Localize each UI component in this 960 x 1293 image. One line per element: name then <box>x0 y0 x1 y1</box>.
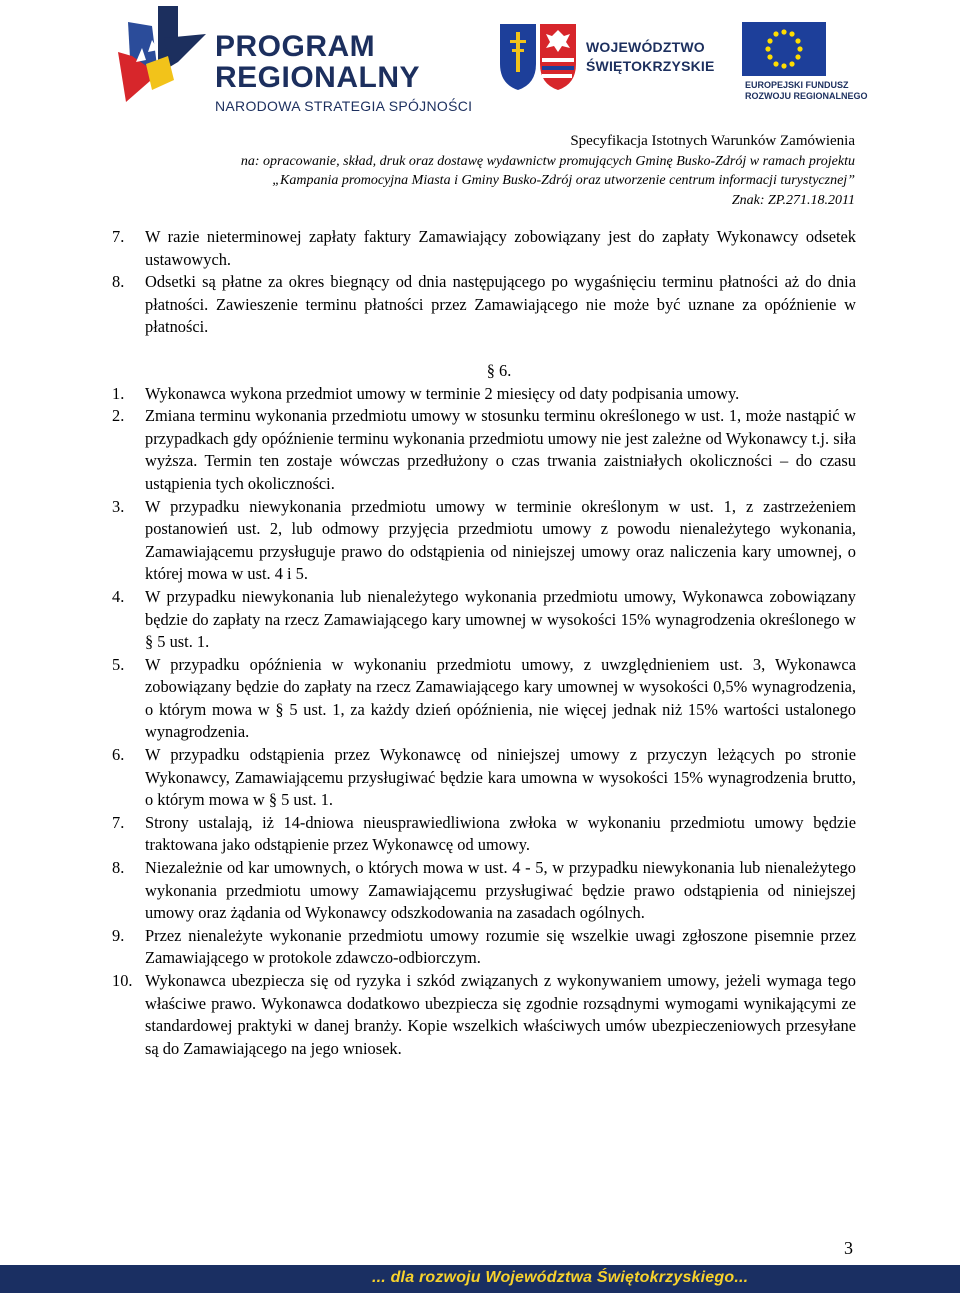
list-item <box>112 405 856 495</box>
item-text: W przypadku niewykonania przedmiotu umowy w terminie określonym w ust. 1, z zastrzeżeniem postanowień ust. 2, lub odmowy przyjęcia przedmiotu umowy z powodu nienależytego wykonania, Zamawiającemu przysługuje prawo do odstąpienia od niniejszej umowy oraz naliczenia kary umownej, o której mowa w ust. 4 i 5. <box>145 496 856 584</box>
page-number: 3 <box>844 1238 853 1258</box>
item-number: 4. <box>112 586 125 606</box>
item-number: 5. <box>112 654 125 674</box>
item-number: 8. <box>112 858 125 878</box>
wojewodztwo-line1: WOJEWÓDZTWO <box>586 39 705 55</box>
list-item <box>112 744 856 812</box>
item-text: Niezależnie od kar umownych, o których mowa w ust. 4 - 5, w przypadku niewykonania lub nienależytego wykonania przedmiotu umowy Zamawiającemu przysługiwać będzie prawo odstąpienia od niniejszej umowy oraz żądania od Wykonawcy odszkodowania na zasadach ogólnych. <box>145 858 856 923</box>
specification-header <box>241 132 855 210</box>
item-text: W razie nieterminowej zapłaty faktury Zamawiający zobowiązany jest do zapłaty Wykonawcy odsetek ustawowych. <box>145 227 856 269</box>
item-number: 6. <box>112 745 125 765</box>
wojewodztwo-line2: ŚWIĘTOKRZYSKIE <box>586 58 715 74</box>
program-logo-line1: PROGRAM <box>215 30 376 63</box>
item-text: W przypadku niewykonania lub nienależytego wykonania przedmiotu umowy, Wykonawca zobowiązany będzie do zapłaty na rzecz Zamawiającego kary umownej w wysokości 15% wynagrodzenia określonego w § 5 ust. 1. <box>145 586 856 652</box>
item-number: 2. <box>112 406 125 426</box>
item-text: Wykonawca wykona przedmiot umowy w terminie 2 miesięcy od daty podpisania umowy. <box>145 383 740 403</box>
spec-title: Specyfikacja Istotnych Warunków Zamówienia <box>570 133 855 149</box>
list-item <box>112 271 856 339</box>
item-number: 3. <box>112 496 125 516</box>
wojewodztwo-crest-icon <box>498 22 578 92</box>
eu-flag-icon <box>742 22 826 76</box>
list-item <box>112 383 856 406</box>
spec-project-line: „Kampania promocyjna Miasta i Gminy Busko-Zdrój oraz utworzenie centrum informacji turystycznej” <box>272 173 855 188</box>
item-number: 8. <box>112 272 125 292</box>
footer-bar <box>0 1265 960 1293</box>
item-number: 10. <box>112 971 133 990</box>
item-number: 1. <box>112 383 125 403</box>
program-logo-line2: REGIONALNY <box>215 61 421 94</box>
section-heading: § 6. <box>486 360 512 380</box>
list-item <box>112 925 856 970</box>
list-item <box>112 970 856 1060</box>
list-item <box>112 812 856 857</box>
program-regionalny-logo <box>118 4 478 114</box>
item-text: Przez nienależyte wykonanie przedmiotu umowy rozumie się wszelkie uwagi zgłoszone pisemnie przez Zamawiającego w protokole zdawczo-odbiorczym. <box>145 925 856 968</box>
list-item <box>112 857 856 925</box>
list-item <box>112 586 856 654</box>
list-item <box>112 496 856 586</box>
eu-line1: EUROPEJSKI FUNDUSZ <box>745 80 849 90</box>
item-number: 7. <box>112 227 125 246</box>
item-text: Wykonawca ubezpiecza się od ryzyka i szkód związanych z wykonywaniem umowy, jeżeli wymaga tego właściwe prawo. Wykonawca dodatkowo ubezpiecza się zgodnie rozsądnymi wymogami wynikającymi ze standardowej praktyki w danej branży. Kopie wszelkich właściwych umów ubezpieczeniowych przesyłane są do Zamawiającego na jego wniosek. <box>145 971 856 1058</box>
item-text: Strony ustalają, iż 14-dniowa nieusprawiedliwiona zwłoka w wykonaniu przedmiotu umowy będzie traktowana jako odstąpienie przez Wykonawcę od umowy. <box>145 812 856 855</box>
item-text: W przypadku odstąpienia przez Wykonawcę od niniejszej umowy z przyczyn leżących po stronie Wykonawcy, Zamawiającemu przysługiwać będzie kara umowna w wysokości 15% wynagrodzenia brutto, o którym mowa w § 5 ust. 1. <box>145 745 856 810</box>
program-regionalny-emblem-icon <box>118 4 210 104</box>
program-logo-line3: NARODOWA STRATEGIA SPÓJNOŚCI <box>215 98 473 114</box>
list-item <box>112 654 856 744</box>
eu-logo <box>740 22 870 104</box>
item-text: Zmiana terminu wykonania przedmiotu umowy w stosunku terminu określonego w ust. 1, może nastąpić w przypadkach gdy opóźnienie terminu wykonania przedmiotu umowy nie jest zależne od Wykonawcy t.j. siła wyższa. Termin ten zostaje wówczas przedłużony o czas trwania zaistniałych okoliczności – do czasu ustąpienia tych okoliczności. <box>145 406 856 493</box>
wojewodztwo-logo <box>498 22 715 92</box>
document-body <box>112 226 856 1060</box>
eu-line2: ROZWOJU REGIONALNEGO <box>745 91 868 101</box>
list-item <box>112 226 856 271</box>
item-number: 7. <box>112 812 125 832</box>
item-number: 9. <box>112 925 125 945</box>
item-text: Odsetki są płatne za okres biegnący od dnia następującego po wygaśnięciu terminu płatności aż do dnia płatności. Zawieszenie terminu płatności przez Zamawiającego nie może być uznane za opóźnienie w płatności. <box>145 272 856 337</box>
item-text: W przypadku opóźnienia w wykonaniu przedmiotu umowy, z uwzględnieniem ust. 3, Wykonawca zobowiązany będzie do zapłaty na rzecz Zamawiającego kary umownej w wysokości 0,5% wynagrodzenia, o którym mowa w § 5 ust. 1, za każdy dzień opóźnienia, nie więcej jednak niż 15% wartości ustalonego wynagrodzenia. <box>145 654 856 742</box>
spec-reference-number: Znak: ZP.271.18.2011 <box>731 192 855 208</box>
footer-slogan: ... dla rozwoju Województwa Świętokrzyskiego... <box>372 1269 749 1286</box>
spec-subject-line: na: opracowanie, skład, druk oraz dostawę wydawnictw promujących Gminę Busko-Zdrój w ramach projektu <box>240 153 855 169</box>
